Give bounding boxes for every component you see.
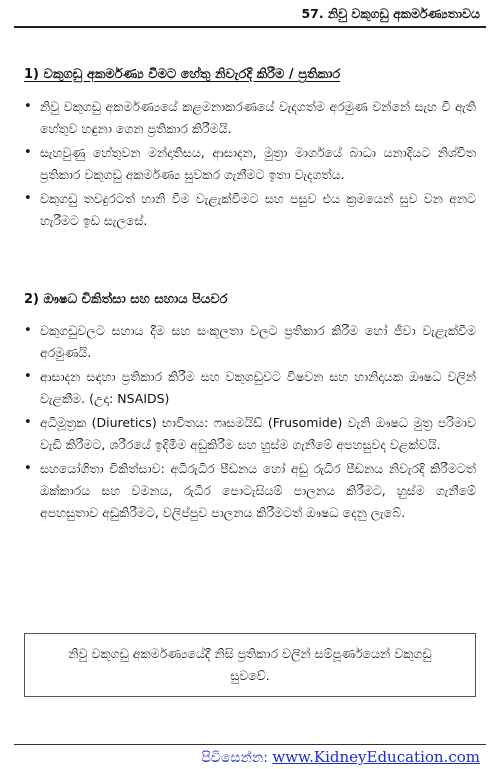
list-item: • සහයෝගිතා චිකිත්සාව: අධිරුධිර පීඩනය හෝ අඩු රුධිර පීඩනය නිවැරදි කිරීමටත් ඔක්කාරය සහ වමනය, රුධිර පොටැසියම් පාලනය කිරීමට, හුස්ම ගැනීමේ අපහසුතාව අඩුකිරීමට, වලිප්පුව පාලනය කිරීමටත් ඖෂධ දෙනු ලැබේ. — [24, 458, 476, 524]
bullet-icon: • — [24, 323, 32, 338]
list-item: • ආසාදන සඳහා ප්‍රතිකාර කිරීම සහ වකුගඩුවට විෂවන සහ හානිදායක ඖෂධ වලින් වැළකීම. (උදා: NSAIDS) — [24, 366, 476, 410]
list-item: • අධිමූත්‍රක (Diuretics) භාවිතය: ෆ්‍රුසමයිඩ් (Frusomide) වැනි ඖෂධ මුත්‍ර පරිමාව වැඩි කිරීමට, ශරීරයේ ඉදිමීම අඩුකිරීම සහ හුස්ම ගැනීමේ අපහසුවද වළක්වයි. — [24, 412, 476, 456]
list-item: • නිවු වකුගඩු අකර්මණ්‍යයේ කළමනාකරණයේ වැදගත්ම අරමුණ වන්නේ සැහ වී ඇති හේතුව හඳුනා ගෙන ප්‍රතිකාර කිරීමයි. — [24, 96, 476, 140]
section-2-title: 2) ඖෂධ චිකිත්සා සහ සහාය පියවර — [24, 292, 228, 307]
summary-note-text: නිවු වකුගඩු අකර්මණ්‍යයේදී නිසි ප්‍රතිකාර වලින් සම්පූර්ණයෙන් වකුගඩු සුවවේ. — [68, 646, 432, 683]
footer-divider — [14, 744, 486, 745]
list-item: • වකුගඩුවලට සහාය දීම සහ සංකූලතා වලට ප්‍රතිකාර කිරීම හෝ ජීවා වැළැක්වීම අරමුණයි. — [24, 320, 476, 364]
website-link[interactable]: www.KidneyEducation.com — [272, 748, 480, 766]
bullet-icon: • — [24, 461, 32, 476]
footer-visit-label: පිවිසෙන්න: — [201, 750, 273, 766]
footer — [201, 748, 480, 766]
bullet-icon: • — [24, 415, 32, 430]
summary-note-box — [24, 633, 476, 697]
page-header-title: 57. නිවු වකුගඩු අකර්මණ්‍යතාවය — [301, 6, 480, 21]
section-1-list — [24, 96, 476, 234]
bullet-icon: • — [24, 99, 32, 114]
section-1-title: 1) වකුගඩු අකර්මණ්‍ය වීමට හේතු නිවැරදි කිරීම / ප්‍රතිකාර — [24, 67, 341, 82]
header-divider — [14, 26, 486, 28]
section-2-list — [24, 320, 476, 526]
bullet-icon: • — [24, 191, 32, 206]
bullet-icon: • — [24, 369, 32, 384]
list-item: • වකුගඩු තවදුරටත් හානි වීම වැළැක්වීමට සහ පසුව එය ක්‍රමයෙන් සුව වන අනට හැරීමට ඉඩ සැලසේ. — [24, 188, 476, 232]
list-item: • සැහවුණු හේතුවන මන්දාතිසය, ආසාදන, මුත්‍රා මාර්ගයේ බාධා යනාදියට නිශ්චිත ප්‍රතිකාර වකුගඩු අකර්මණ්‍ය සුවකර ගැනීමට ඉතා වැදගත්ය. — [24, 142, 476, 186]
bullet-icon: • — [24, 145, 32, 160]
